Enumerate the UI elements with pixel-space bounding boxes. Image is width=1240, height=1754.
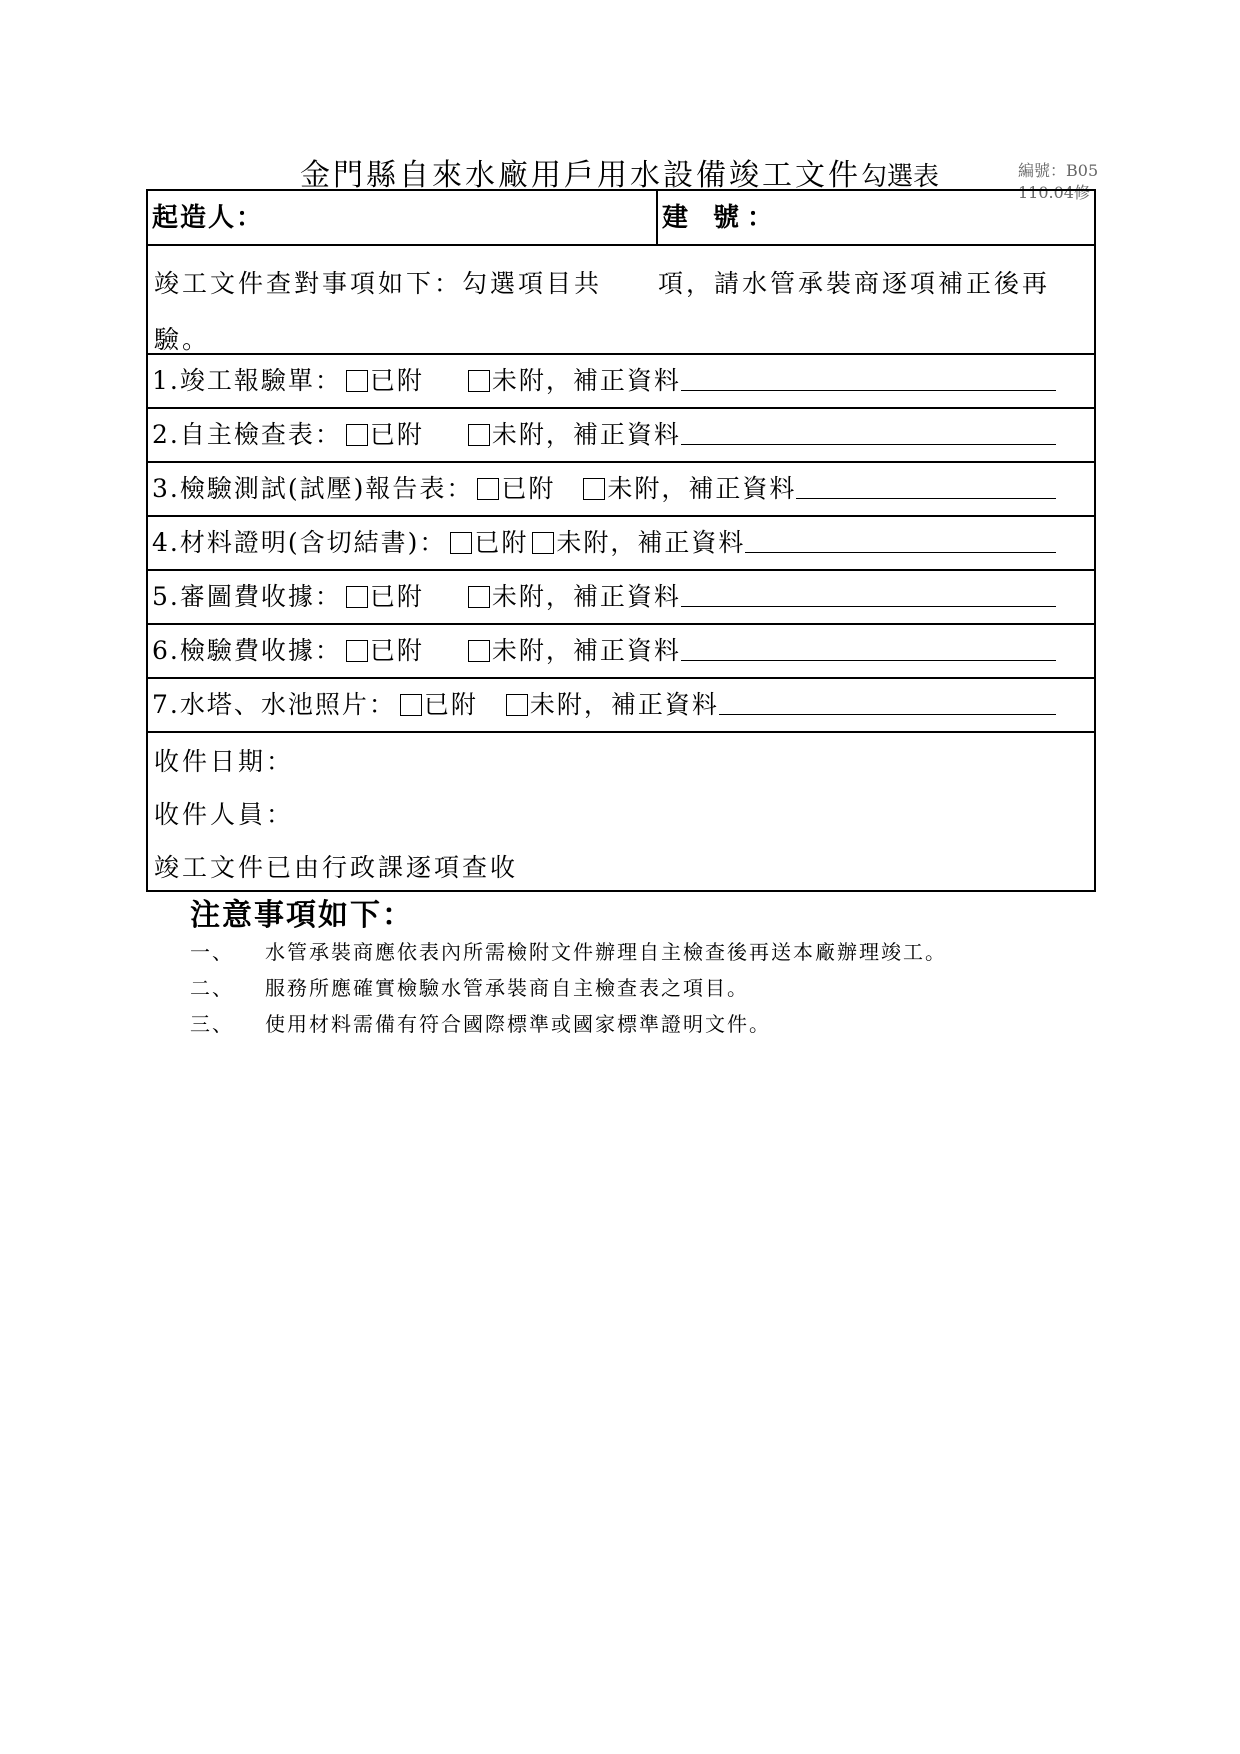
supplement-label: ，補正資料 bbox=[545, 636, 681, 665]
not-attached-label: 未附 bbox=[556, 528, 611, 557]
not-attached-checkbox[interactable] bbox=[468, 586, 490, 608]
not-attached-label: 未附 bbox=[491, 636, 546, 665]
attached-label: 已附 bbox=[369, 420, 424, 449]
note-text: 水管承裝商應依表內所需檢附文件辦理自主檢查後再送本廠辦理竣工。 bbox=[265, 940, 947, 964]
checklist-item-2 bbox=[148, 409, 1094, 463]
not-attached-label: 未附 bbox=[491, 366, 546, 395]
notes-title: 注意事項如下： bbox=[190, 898, 414, 933]
form-title-main: 金門縣自來水廠用戶用水設備竣工文件 bbox=[300, 158, 861, 193]
intro-text: 竣工文件查對事項如下：勾選項目共 項，請水管承裝商逐項補正後再驗。 bbox=[154, 269, 1051, 354]
attached-checkbox[interactable] bbox=[400, 694, 422, 716]
supplement-field[interactable] bbox=[681, 444, 1056, 445]
supplement-field[interactable] bbox=[681, 390, 1056, 391]
attached-checkbox[interactable] bbox=[450, 532, 472, 554]
supplement-field[interactable] bbox=[681, 606, 1056, 607]
not-attached-label: 未附 bbox=[529, 690, 584, 719]
checklist-item-7 bbox=[148, 679, 1094, 733]
checklist-item-1 bbox=[148, 355, 1094, 409]
form-code-number: 編號：B05 bbox=[1018, 161, 1099, 180]
supplement-label: ，補正資料 bbox=[545, 366, 681, 395]
note-text: 服務所應確實檢驗水管承裝商自主檢查表之項目。 bbox=[265, 976, 749, 1000]
attached-checkbox[interactable] bbox=[346, 370, 368, 392]
attached-checkbox[interactable] bbox=[346, 586, 368, 608]
supplement-label: ，補正資料 bbox=[661, 474, 797, 503]
builder-field[interactable] bbox=[148, 191, 658, 244]
attached-label: 已附 bbox=[369, 366, 424, 395]
supplement-label: ，補正資料 bbox=[583, 690, 719, 719]
form-title-suffix: 勾選表 bbox=[861, 162, 940, 192]
note-number: 三、 bbox=[190, 1012, 234, 1036]
checklist-item-5 bbox=[148, 571, 1094, 625]
item-label: 2.自主檢查表： bbox=[152, 420, 342, 449]
not-attached-checkbox[interactable] bbox=[506, 694, 528, 716]
attached-label: 已附 bbox=[423, 690, 478, 719]
supplement-field[interactable] bbox=[796, 498, 1056, 499]
checklist-table bbox=[146, 189, 1096, 892]
building-number-label: 建 號： bbox=[662, 203, 782, 233]
item-label: 7.水塔、水池照片： bbox=[152, 690, 396, 719]
not-attached-label: 未附 bbox=[491, 582, 546, 611]
checklist-item-4 bbox=[148, 517, 1094, 571]
supplement-field[interactable] bbox=[681, 660, 1056, 661]
item-label: 5.審圖費收據： bbox=[152, 582, 342, 611]
attached-label: 已附 bbox=[501, 474, 556, 503]
not-attached-checkbox[interactable] bbox=[468, 370, 490, 392]
not-attached-label: 未附 bbox=[607, 474, 662, 503]
supplement-label: ，補正資料 bbox=[610, 528, 746, 557]
supplement-label: ，補正資料 bbox=[545, 420, 681, 449]
item-label: 4.材料證明(含切結書)： bbox=[152, 528, 447, 557]
not-attached-checkbox[interactable] bbox=[468, 424, 490, 446]
not-attached-label: 未附 bbox=[491, 420, 546, 449]
note-item bbox=[190, 934, 947, 970]
supplement-field[interactable] bbox=[719, 714, 1056, 715]
note-number: 二、 bbox=[190, 976, 234, 1000]
supplement-label: ，補正資料 bbox=[545, 582, 681, 611]
builder-label: 起造人： bbox=[152, 203, 265, 233]
checklist-item-3 bbox=[148, 463, 1094, 517]
supplement-field[interactable] bbox=[745, 552, 1056, 553]
attached-label: 已附 bbox=[474, 528, 529, 557]
building-number-field[interactable] bbox=[658, 191, 1094, 244]
note-number: 一、 bbox=[190, 940, 234, 964]
not-attached-checkbox[interactable] bbox=[583, 478, 605, 500]
note-text: 使用材料需備有符合國際標準或國家標準證明文件。 bbox=[265, 1012, 771, 1036]
item-label: 6.檢驗費收據： bbox=[152, 636, 342, 665]
attached-label: 已附 bbox=[369, 582, 424, 611]
checklist-item-6 bbox=[148, 625, 1094, 679]
attached-label: 已附 bbox=[369, 636, 424, 665]
intro-row bbox=[148, 246, 1094, 355]
receiver-label[interactable]: 收件人員： bbox=[154, 800, 295, 829]
form-title bbox=[300, 150, 939, 194]
note-item bbox=[190, 970, 947, 1006]
receipt-row bbox=[148, 733, 1094, 890]
attached-checkbox[interactable] bbox=[346, 640, 368, 662]
receive-date-label[interactable]: 收件日期： bbox=[154, 747, 295, 776]
header-row bbox=[148, 191, 1094, 246]
attached-checkbox[interactable] bbox=[477, 478, 499, 500]
notes-list bbox=[190, 934, 947, 1042]
not-attached-checkbox[interactable] bbox=[532, 532, 554, 554]
form-code-revision: 110.04修 bbox=[1018, 183, 1090, 202]
item-label: 1.竣工報驗單： bbox=[152, 366, 342, 395]
not-attached-checkbox[interactable] bbox=[468, 640, 490, 662]
item-label: 3.檢驗測試(試壓)報告表： bbox=[152, 474, 474, 503]
note-item bbox=[190, 1006, 947, 1042]
checked-note: 竣工文件已由行政課逐項查收 bbox=[154, 853, 519, 882]
attached-checkbox[interactable] bbox=[346, 424, 368, 446]
